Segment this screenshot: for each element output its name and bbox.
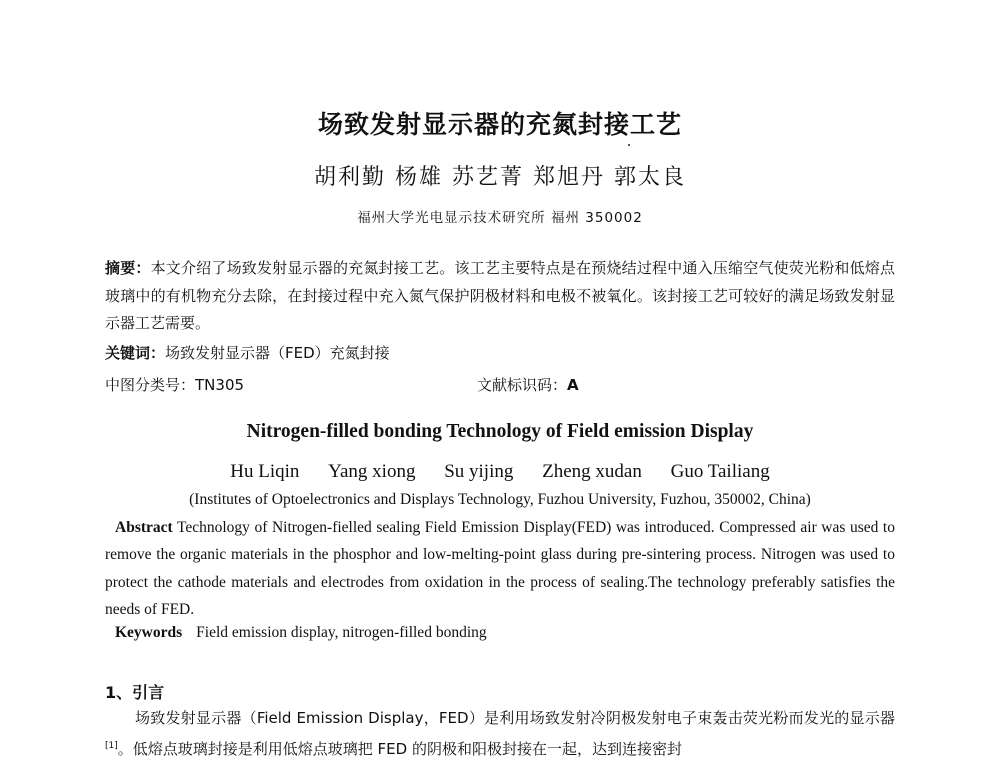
classification-row — [105, 374, 895, 395]
keywords-cn — [105, 340, 895, 368]
doc-code-label: 文献标识码： — [477, 376, 568, 394]
abstract-en-text: Technology of Nitrogen-fielled sealing Field Emission Display(FED) was introduced. Compressed air was used to remove the organic materials in the phosphor and low-melting-point glass during pre-sintering process. Nitrogen was used to protect the cathode materials and electrodes from oxidation in the process of sealing.The technology preferably satisfies the needs of FED. — [105, 519, 895, 618]
affiliation-en: (Institutes of Optoelectronics and Displays Technology, Fuzhou University, Fuzhou, 350002, China) — [189, 491, 811, 508]
intro-text-part1: 场致发射显示器（Field Emission Display，FED）是利用场致发射冷阴极发射电子束轰击荧光粉而发光的显示器 — [135, 709, 895, 727]
keywords-en-label: Keywords — [115, 624, 183, 641]
author-en: Guo Tailiang — [670, 461, 770, 482]
author-en: Yang xiong — [328, 461, 416, 482]
author-en: Su yijing — [444, 461, 514, 482]
intro-text-part2: 。低熔点玻璃封接是利用低熔点玻璃把 FED 的阴极和阳极封接在一起，达到连接密封 — [117, 739, 682, 758]
section-heading-introduction: 1、引言 — [105, 683, 165, 702]
abstract-cn-label: 摘要： — [105, 259, 151, 277]
scan-speck — [628, 144, 630, 146]
doc-code-value: A — [567, 376, 579, 394]
authors-en — [0, 461, 1000, 483]
abstract-cn-text: 本文介绍了场致发射显示器的充氮封接工艺。该工艺主要特点是在预烧结过程中通入压缩空气使荧光粉和低熔点玻璃中的有机物充分去除，在封接过程中充入氮气保护阴极材料和电极不被氧化。该封接工艺可较好的满足场致发射显示器工艺需要。 — [105, 259, 895, 332]
abstract-en-label: Abstract — [115, 519, 173, 536]
keywords-en — [115, 624, 895, 642]
class-number-value: TN305 — [195, 376, 245, 394]
abstract-en — [105, 514, 895, 623]
keywords-cn-text: 场致发射显示器（FED）充氮封接 — [165, 344, 390, 362]
doc-code — [477, 374, 579, 395]
keywords-cn-label: 关键词： — [105, 344, 166, 362]
author-en: Hu Liqin — [230, 461, 300, 482]
class-number-label: 中图分类号： — [105, 376, 196, 394]
citation-ref: [1] — [105, 740, 118, 751]
authors-cn: 胡利勤 杨雄 苏艺菁 郑旭丹 郭太良 — [314, 165, 686, 190]
intro-paragraph — [105, 705, 895, 763]
affiliation-cn: 福州大学光电显示技术研究所 福州 350002 — [357, 210, 643, 226]
author-en: Zheng xudan — [542, 461, 642, 482]
keywords-en-text: Field emission display, nitrogen-filled bonding — [196, 624, 487, 641]
abstract-cn — [105, 255, 895, 338]
paper-title-cn: 场致发射显示器的充氮封接工艺 — [317, 110, 682, 139]
paper-title-en: Nitrogen-filled bonding Technology of Field emission Display — [246, 421, 754, 442]
